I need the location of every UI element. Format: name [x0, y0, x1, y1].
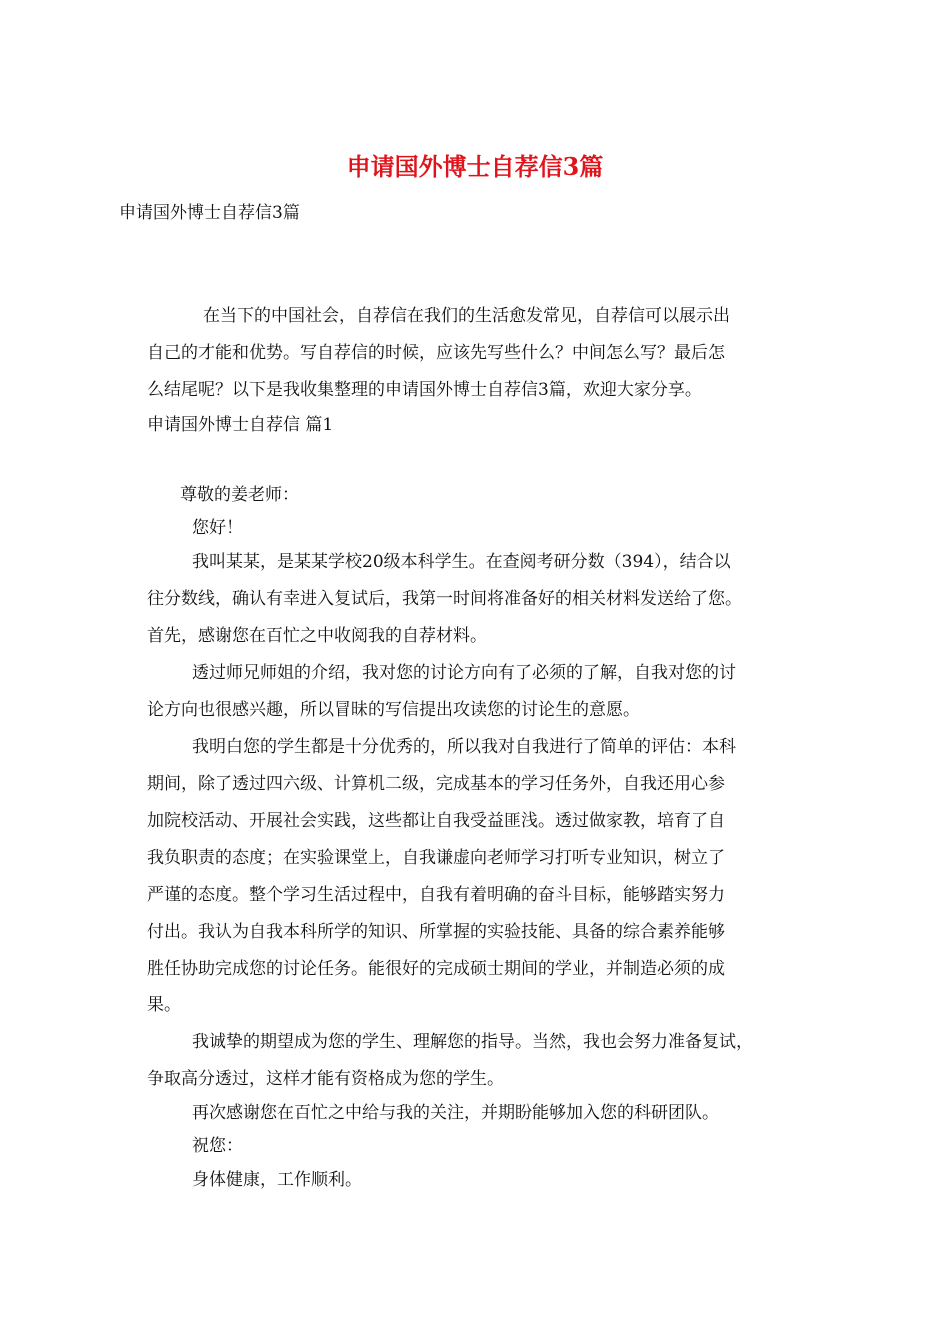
- paragraph-line: 我叫某某，是某某学校20级本科学生。在查阅考研分数（394），结合以: [192, 552, 731, 572]
- letter-closing: 祝您：: [192, 1136, 243, 1156]
- document-title: 申请国外博士自荐信3篇: [346, 152, 604, 181]
- letter-greeting: 您好！: [192, 518, 243, 538]
- intro-line: 在当下的中国社会，自荐信在我们的生活愈发常见，自荐信可以展示出: [203, 306, 730, 326]
- letter-wishes: 身体健康，工作顺利。: [192, 1170, 362, 1190]
- paragraph-line: 论方向也很感兴趣，所以冒昧的写信提出攻读您的讨论生的意愿。: [147, 700, 640, 720]
- paragraph-line: 透过师兄师姐的介绍，我对您的讨论方向有了必须的了解，自我对您的讨: [192, 663, 736, 683]
- intro-line: 么结尾呢？以下是我收集整理的申请国外博士自荐信3篇，欢迎大家分享。: [147, 380, 702, 400]
- letter-salutation: 尊敬的姜老师：: [180, 485, 299, 505]
- paragraph-line: 首先，感谢您在百忙之中收阅我的自荐材料。: [147, 626, 487, 646]
- paragraph-line: 付出。我认为自我本科所学的知识、所掌握的实验技能、具备的综合素养能够: [147, 922, 725, 942]
- paragraph-line: 期间，除了透过四六级、计算机二级，完成基本的学习任务外，自我还用心参: [147, 774, 725, 794]
- section-heading: 申请国外博士自荐信 篇1: [147, 415, 334, 435]
- paragraph-line: 往分数线，确认有幸进入复试后，我第一时间将准备好的相关材料发送给了您。: [147, 589, 742, 609]
- paragraph-line: 严谨的态度。整个学习生活过程中，自我有着明确的奋斗目标，能够踏实努力: [147, 885, 725, 905]
- paragraph-line: 争取高分透过，这样才能有资格成为您的学生。: [147, 1069, 504, 1089]
- intro-line: 自己的才能和优势。写自荐信的时候，应该先写些什么？中间怎么写？最后怎: [147, 343, 725, 363]
- paragraph-line: 我负职责的态度；在实验课堂上，自我谦虚向老师学习打听专业知识，树立了: [147, 848, 725, 868]
- paragraph-line: 果。: [147, 995, 181, 1015]
- document-subtitle: 申请国外博士自荐信3篇: [119, 203, 300, 223]
- paragraph-line: 胜任协助完成您的讨论任务。能很好的完成硕士期间的学业，并制造必须的成: [147, 959, 725, 979]
- paragraph-line: 我明白您的学生都是十分优秀的，所以我对自我进行了简单的评估：本科: [192, 737, 736, 757]
- paragraph-line: 加院校活动、开展社会实践，这些都让自我受益匪浅。透过做家教，培育了自: [147, 811, 725, 831]
- paragraph-line: 我诚挚的期望成为您的学生、理解您的指导。当然，我也会努力准备复试，: [192, 1032, 753, 1052]
- paragraph-line: 再次感谢您在百忙之中给与我的关注，并期盼能够加入您的科研团队。: [192, 1103, 719, 1123]
